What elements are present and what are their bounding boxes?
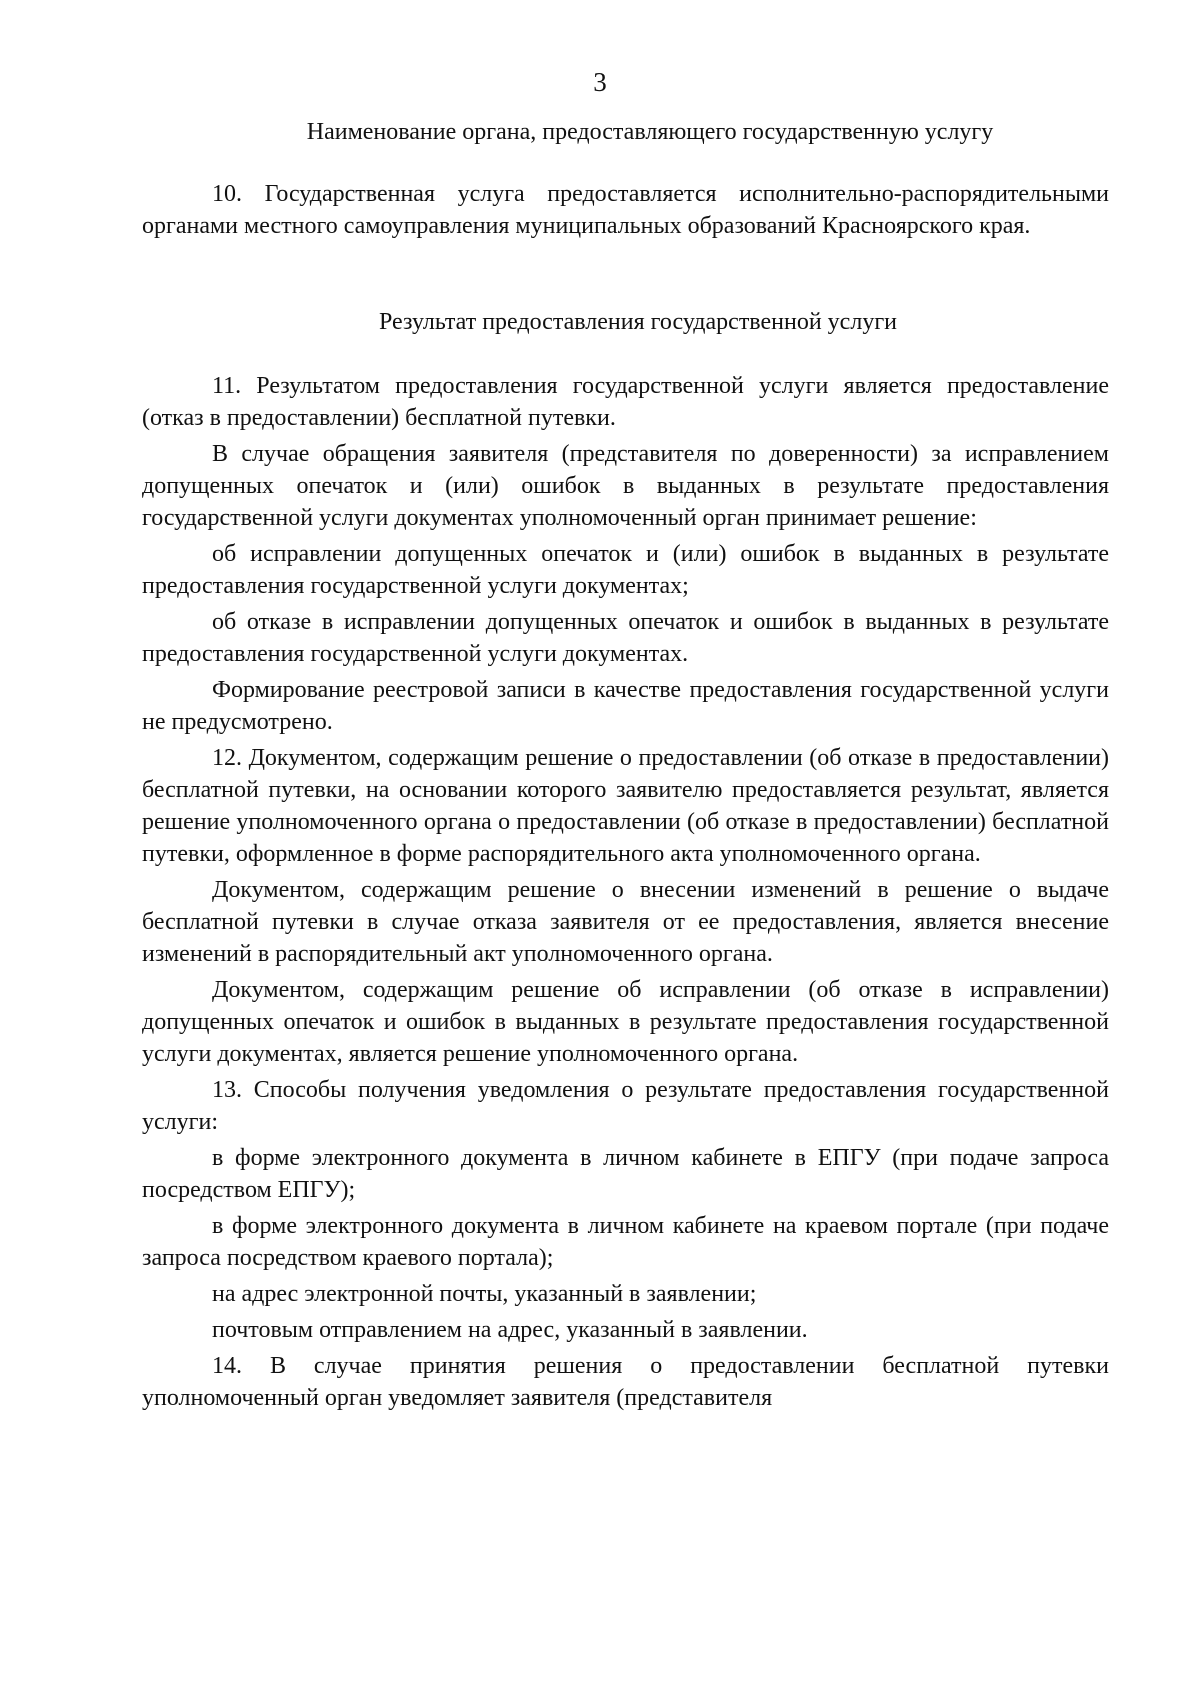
page-number: 3	[593, 67, 607, 97]
paragraph-14: 14. В случае принятия решения о предоставлении бесплатной путевки уполномоченный орган уведомляет заявителя (представителя	[142, 1353, 1109, 1411]
list-item-correction-approved: об исправлении допущенных опечаток и (или) ошибок в выданных в результате предоставления государственной услуги документах;	[142, 541, 1109, 599]
paragraph-12-correction-decision: Документом, содержащим решение об исправлении (об отказе в исправлении) допущенных опечаток и ошибок в выданных в результате предоставления государственной услуги документах, является решение уполномоченного органа.	[142, 977, 1109, 1067]
paragraph-13: 13. Способы получения уведомления о результате предоставления государственной услуги:	[142, 1077, 1109, 1135]
list-item-correction-refused: об отказе в исправлении допущенных опечаток и ошибок в выданных в результате предоставления государственной услуги документах.	[142, 609, 1109, 667]
section-heading-authority: Наименование органа, предоставляющего государственную услугу	[306, 119, 994, 145]
list-item-email: на адрес электронной почты, указанный в заявлении;	[212, 1281, 757, 1307]
section-body-authority	[142, 178, 1109, 242]
paragraph-registry-record: Формирование реестровой записи в качестве предоставления государственной услуги не предусмотрено.	[142, 677, 1109, 735]
paragraph-12: 12. Документом, содержащим решение о предоставлении (об отказе в предоставлении) бесплатной путевки, на основании которого заявителю предоставляется результат, является решение уполномоченного органа о предоставлении (об отказе в предоставлении) бесплатной путевки, оформленное в форме распорядительного акта уполномоченного органа.	[142, 745, 1109, 867]
list-item-epgu-cabinet: в форме электронного документа в личном кабинете в ЕПГУ (при подаче запроса посредством ЕПГУ);	[142, 1145, 1109, 1203]
list-item-postal: почтовым отправлением на адрес, указанный в заявлении.	[212, 1317, 808, 1343]
section-heading-result: Результат предоставления государственной услуги	[378, 309, 897, 335]
list-item-regional-portal: в форме электронного документа в личном кабинете на краевом портале (при подаче запроса посредством краевого портала);	[142, 1213, 1109, 1271]
paragraph-10: 10. Государственная услуга предоставляется исполнительно-распорядительными органами местного самоуправления муниципальных образований Красноярского края.	[142, 181, 1109, 239]
paragraph-11-correction-request: В случае обращения заявителя (представителя по доверенности) за исправлением допущенных опечаток и (или) ошибок в выданных в результате предоставления государственной услуги документах уполномоченный орган принимает решение:	[142, 441, 1109, 531]
paragraph-11: 11. Результатом предоставления государственной услуги является предоставление (отказ в предоставлении) бесплатной путевки.	[142, 373, 1109, 431]
section-body-result	[142, 370, 1109, 1414]
paragraph-12-amendment: Документом, содержащим решение о внесении изменений в решение о выдаче бесплатной путевки в случае отказа заявителя от ее предоставления, является внесение изменений в распорядительный акт уполномоченного органа.	[142, 877, 1109, 967]
